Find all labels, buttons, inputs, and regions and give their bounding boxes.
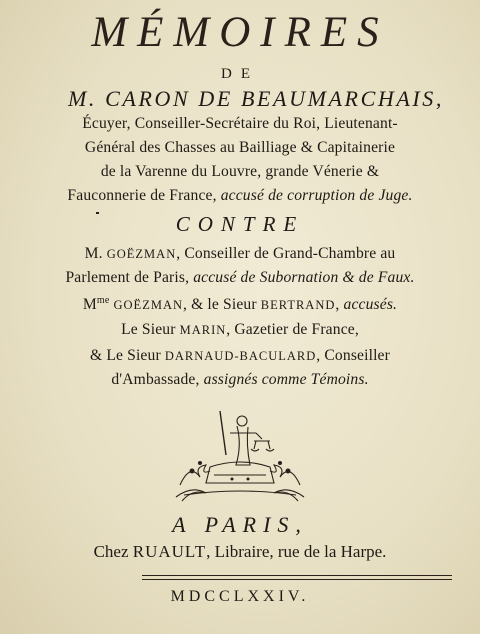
imprint-rule bbox=[142, 575, 452, 580]
contre-heading: CONTRE bbox=[175, 212, 305, 236]
imprint-publisher bbox=[0, 542, 480, 562]
bertrand-name: BERTRAND bbox=[260, 298, 336, 312]
madame-superscript: me bbox=[96, 295, 110, 306]
party-connector: , & le Sieur bbox=[183, 296, 257, 313]
party-goezman-prefix: M. bbox=[84, 245, 103, 262]
author-title-line-1: Écuyer, Conseiller-Secrétaire du Roi, Lieutenant- bbox=[82, 115, 398, 132]
marin-prefix: Le Sieur bbox=[121, 321, 176, 338]
party-goezman-line-2 bbox=[0, 269, 480, 287]
author-name: M. CARON DE BEAUMARCHAIS, bbox=[68, 86, 444, 111]
marin-name: MARIN bbox=[179, 323, 227, 337]
marin-role: , Gazetier de France, bbox=[226, 321, 359, 338]
baculard-role: , Conseiller bbox=[316, 347, 390, 364]
party-marin bbox=[0, 321, 480, 339]
party-goezman-line-1 bbox=[0, 245, 480, 263]
publisher-name: RUAULT bbox=[132, 542, 207, 561]
accusation-corruption: accusé de corruption de Juge. bbox=[220, 187, 413, 204]
party-madame-goezman bbox=[0, 295, 480, 314]
baculard-prefix: & Le Sieur bbox=[90, 347, 161, 364]
party-baculard-line-1 bbox=[0, 347, 480, 365]
preposition-de: DE bbox=[221, 66, 259, 82]
party-goezman-parlement: Parlement de Paris, bbox=[65, 269, 190, 286]
author-title-line-3: de la Varenne du Louvre, grande Vénerie & bbox=[100, 163, 380, 180]
imprint-year: MDCCLXXIV. bbox=[170, 588, 310, 605]
author-title-text: Fauconnerie de France, bbox=[67, 187, 217, 204]
accusation-accuses: accusés. bbox=[343, 296, 398, 313]
madame-goezman-name: GOËZMAN bbox=[113, 298, 183, 312]
publisher-address: , Libraire, rue de la Harpe. bbox=[206, 542, 387, 561]
witnesses-note: assignés comme Témoins. bbox=[203, 371, 369, 388]
baculard-ambassade: d'Ambassade, bbox=[111, 371, 200, 388]
party-goezman-role: , Conseiller de Grand-Chambre au bbox=[176, 245, 396, 262]
main-title: MÉMOIRES bbox=[91, 9, 389, 56]
accusation-subornation: accusé de Subornation & de Faux. bbox=[193, 269, 415, 286]
party-goezman-name: GOËZMAN bbox=[106, 247, 177, 261]
party-comma: , bbox=[335, 296, 340, 313]
author-title-line-4 bbox=[0, 187, 480, 205]
imprint-place: A PARIS, bbox=[172, 512, 308, 537]
author-title-line-2: Général des Chasses au Bailliage & Capitainerie bbox=[84, 139, 396, 156]
madame-m: M bbox=[82, 296, 97, 313]
party-baculard-line-2 bbox=[0, 371, 480, 389]
baculard-name: DARNAUD-BACULARD bbox=[164, 349, 317, 363]
publisher-prefix: Chez bbox=[93, 542, 129, 561]
justice-vignette-icon bbox=[170, 405, 310, 505]
